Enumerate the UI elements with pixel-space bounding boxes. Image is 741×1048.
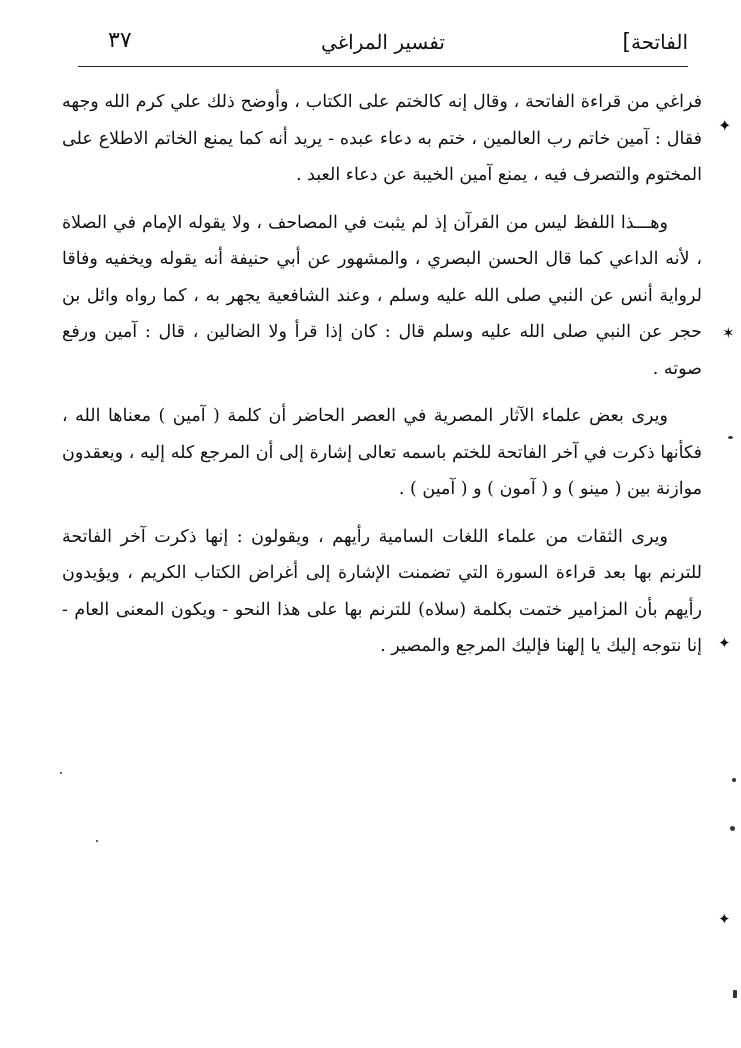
header-rule bbox=[78, 66, 688, 67]
margin-mark-icon: ✦ bbox=[718, 910, 731, 928]
margin-mark-icon: ✦ bbox=[718, 634, 731, 652]
paragraph-4: ويرى الثقات من علماء اللغات السامية رأيهم ، ويقولون : إنها ذكرت آخر الفاتحة للترنم بها بعد قراءة السورة التي تضمنت الإشارة إلى أغراض الكتاب الكريم ، ويؤيدون رأيهم بأن المزامير ختمت بكلمة (سلاه) للترنم بها على هذا النحو - ويكون المعنى العام - إنا نتوجه إليك يا إلهنا فإليك المرجع والمصير . bbox=[62, 526, 702, 656]
margin-speck bbox=[60, 772, 62, 774]
book-title: تفسير المراغي bbox=[321, 30, 445, 54]
paragraph-2: وهـــذا اللفظ ليس من القرآن إذ لم يثبت في المصاحف ، ولا يقوله الإمام في الصلاة ، لأنه الداعي كما قال الحسن البصري ، والمشهور عن أبي حنيفة أنه يقوله ويخفيه وفاقا لرواية أنس عن النبي صلى الله عليه وسلم ، وعند الشافعية يجهر به ، كما رواه وائل بن حجر عن النبي صلى الله عليه وسلم قال : كان إذا قرأ ولا الضالين ، قال : آمين ورفع صوته . bbox=[62, 212, 702, 379]
margin-speck bbox=[732, 778, 736, 782]
margin-speck bbox=[733, 990, 737, 998]
section-label: الفاتحة bbox=[630, 30, 688, 54]
margin-mark-icon: ✦ bbox=[718, 116, 732, 135]
page-number: ٣٧ bbox=[108, 28, 132, 53]
margin-speck bbox=[728, 436, 733, 439]
margin-speck bbox=[96, 840, 98, 842]
paragraph-3: ويرى بعض علماء الآثار المصرية في العصر الحاضر أن كلمة ( آمين ) معناها الله ، فكأنها ذكرت في آخر الفاتحة للختم باسمه تعالى إشارة إلى أن المرجع كله إليه ، ويعقدون موازنة بين ( مينو ) و ( آمون ) و ( آمين ) . bbox=[62, 406, 702, 499]
paragraph-1: فراغي من قراءة الفاتحة ، وقال إنه كالختم على الكتاب ، وأوضح ذلك علي كرم الله وجهه فقال : آمين خاتم رب العالمين ، ختم به دعاء عبده - يريد أنه كما يمنع الخاتم الاطلاع على المختوم والتصرف فيه ، يمنع آمين الخيبة عن دعاء العبد . bbox=[62, 92, 702, 185]
bracket-glyph: ] bbox=[622, 30, 631, 55]
body-text bbox=[62, 84, 702, 676]
margin-mark-icon: ✶ bbox=[722, 324, 735, 342]
page-header bbox=[78, 28, 688, 64]
margin-speck bbox=[730, 826, 735, 831]
